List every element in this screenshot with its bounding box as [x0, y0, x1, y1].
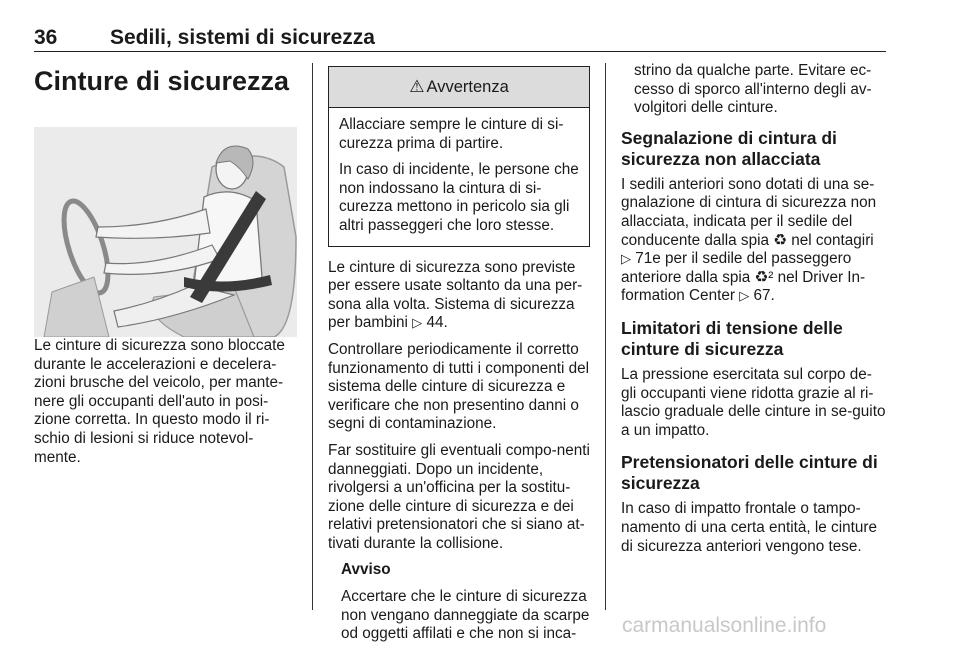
page-number: 36: [34, 26, 58, 49]
note-title: Avviso: [341, 561, 391, 579]
illustration-caption: Le cinture di sicurezza sono bloccate durante le accelerazioni e decelera-zioni brusche del veicolo, per mante-nere gli occupanti dell'auto in posi-zione corretta. In questo modo il ri-schio di lesioni si riduce notevol-mente.: [34, 337, 285, 466]
paragraph-reminder: I sedili anteriori sono dotati di una se-gnalazione di cintura di sicurezza non allacciata, indicata per il sedile del conducente dalla spia ♻ nel contagiri ▷ 71e per il sedile del passeggero anteriore dalla spia ♻² nel Driver In-formation Center ▷ 67.: [621, 175, 877, 305]
warning-paragraph-1: Allacciare sempre le cinture di si-curezza prima di partire.: [339, 116, 564, 152]
cross-ref-icon[interactable]: ▷: [412, 315, 423, 331]
cross-ref-67[interactable]: 67.: [753, 287, 775, 305]
warning-header: [329, 67, 589, 108]
note-block: [328, 561, 590, 643]
note-continuation: [621, 62, 887, 118]
column-1: [34, 58, 299, 475]
header-rule: [34, 51, 886, 52]
column-3: [621, 62, 887, 564]
paragraph-usage: Le cinture di sicurezza sono previste per essere usate soltanto da una per-sona alla volta. Sistema di sicurezza per bambini ▷ 44.: [328, 258, 583, 332]
heading-pretensioners: Pretensionatori delle cinture di sicurezza: [621, 452, 878, 494]
watermark: carmanualsonline.info: [622, 614, 827, 637]
note-continuation-text: strino da qualche parte. Evitare ec-cesso di sporco all'interno degli av-volgitori delle cinture.: [634, 62, 872, 117]
cross-ref-44[interactable]: 44.: [426, 314, 448, 332]
cross-ref-71e[interactable]: 71e per il sedile del passeggero anteriore dalla spia: [621, 250, 852, 286]
seatbelt-illustration: [34, 127, 297, 337]
section-heading: Cinture di sicurezza: [34, 66, 290, 96]
warning-title: Avvertenza: [426, 77, 509, 96]
warning-box: [328, 66, 590, 247]
column-divider-1: [312, 63, 313, 610]
paragraph-replace: Far sostituire gli eventuali compo-nenti danneggiati. Dopo un incidente, rivolgersi a un'officina per la sostitu-zione delle cinture di sicurezza e dei relativi pretensionatori che si siano at-tivati durante la collisione.: [328, 441, 590, 552]
paragraph-check: Controllare periodicamente il corretto funzionamento di tutti i componenti del sistema delle cinture di sicurezza e verificare che non presentino danni o segni di contaminazione.: [328, 340, 590, 433]
warning-paragraph-2: In caso di incidente, le persone che non indossano la cintura di si-curezza mettono in pericolo sia gli altri passeggeri che loro stesse.: [339, 161, 579, 234]
running-title: Sedili, sistemi di sicurezza: [110, 26, 375, 49]
heading-seatbelt-reminder: Segnalazione di cintura di sicurezza non allacciata: [621, 127, 837, 169]
warning-body: [329, 108, 589, 246]
seatbelt-warning-icon: ♻: [773, 231, 787, 249]
seatbelt-warning-icon-2: ♻²: [754, 268, 774, 286]
paragraph-load-limiters: La pressione esercitata sul corpo de-gli occupanti viene ridotta grazie al ri-lascio graduale delle cinture in se-guito a un impatto.: [621, 365, 886, 439]
column-divider-2: [605, 63, 606, 610]
paragraph-pretensioners: In caso di impatto frontale o tampo-namento di una certa entità, le cinture di sicurezza anteriori vengono tese.: [621, 500, 877, 555]
column-2: [328, 66, 590, 652]
cross-ref-icon[interactable]: ▷: [621, 251, 631, 267]
note-text: Accertare che le cinture di sicurezza non vengano danneggiate da scarpe od oggetti affilati e che non si inca-: [341, 588, 590, 643]
page-header: [34, 22, 886, 48]
heading-load-limiters: Limitatori di tensione delle cinture di sicurezza: [621, 317, 843, 359]
warning-triangle-icon: ⚠: [409, 76, 425, 96]
driver-seatbelt-image: [34, 127, 297, 337]
cross-ref-icon[interactable]: ▷: [739, 288, 750, 304]
